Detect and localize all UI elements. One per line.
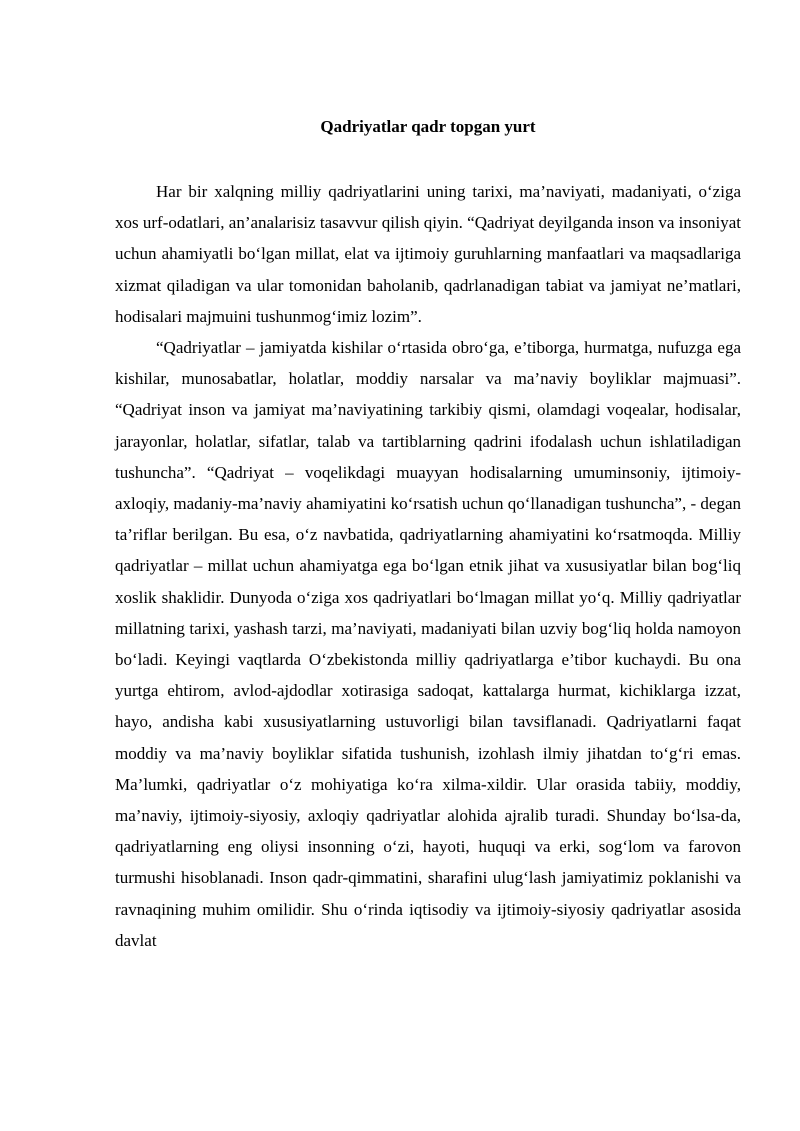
paragraph: “Qadriyatlar – jamiyatda kishilar o‘rtasida obro‘ga, e’tiborga, hurmatga, nufuzga ega kishilar, munosabatlar, holatlar, moddiy narsalar va ma’naviy boyliklar majmuasi”. “Qadriyat inson va jamiyat ma’naviyatining tarkibiy qismi, olamdagi voqealar, hodisalar, jarayonlar, holatlar, sifatlar, talab va tartiblarning qadrini ifodalash uchun ishlatiladigan tushuncha”. “Qadriyat – voqelikdagi muayyan hodisalarning umuminsoniy, ijtimoiy-axloqiy, madaniy-ma’naviy ahamiyatini ko‘rsatish uchun qo‘llanadigan tushuncha”, - degan ta’riflar berilgan. Bu esa, o‘z navbatida, qadriyatlarning ahamiyatini ko‘rsatmoqda. Milliy qadriyatlar – millat uchun ahamiyatga ega bo‘lgan etnik jihat va xususiyatlar bilan bog‘liq xoslik shaklidir. Dunyoda o‘ziga xos qadriyatlari bo‘lmagan millat yo‘q. Milliy qadriyatlar millatning tarixi, yashash tarzi, ma’naviyati, madaniyati bilan uzviy bog‘liq holda namoyon bo‘ladi. Keyingi vaqtlarda O‘zbekistonda milliy qadriyatlarga e’tibor kuchaydi. Bu ona yurtga ehtirom, avlod-ajdodlar xotirasiga sadoqat, kattalarga hurmat, kichiklarga izzat, hayo, andisha kabi xususiyatlarning ustuvorligi bilan tavsiflanadi. Qadriyatlarni faqat moddiy va ma’naviy boyliklar sifatida tushunish, izohlash ilmiy jihatdan to‘g‘ri emas. Ma’lumki, qadriyatlar o‘z mohiyatiga ko‘ra xilma-xildir. Ular orasida tabiiy, moddiy, ma’naviy, ijtimoiy-siyosiy, axloqiy qadriyatlar alohida ajralib turadi. Shunday bo‘lsa-da, qadriyatlarning eng oliysi insonning o‘zi, hayoti, huquqi va erki, sog‘lom va farovon turmushi hisoblanadi. Inson qadr-qimmatini, sharafini ulug‘lash jamiyatimiz poklanishi va ravnaqining muhim omilidir. Shu o‘rinda iqtisodiy va ijtimoiy-siyosiy qadriyatlar asosida davlat bbox=[115, 338, 741, 950]
document-body bbox=[115, 176, 741, 956]
paragraph: Har bir xalqning milliy qadriyatlarini uning tarixi, ma’naviyati, madaniyati, o‘ziga xos urf-odatlari, an’analarisiz tasavvur qilish qiyin. “Qadriyat deyilganda inson va insoniyat uchun ahamiyatli bo‘lgan millat, elat va ijtimoiy guruhlarning manfaatlari va maqsadlariga xizmat qiladigan va ular tomonidan baholanib, qadrlanadigan tabiat va jamiyat ne’matlari, hodisalari majmuini tushunmog‘imiz lozim”. bbox=[115, 182, 741, 326]
document-title: Qadriyatlar qadr topgan yurt bbox=[320, 117, 536, 136]
